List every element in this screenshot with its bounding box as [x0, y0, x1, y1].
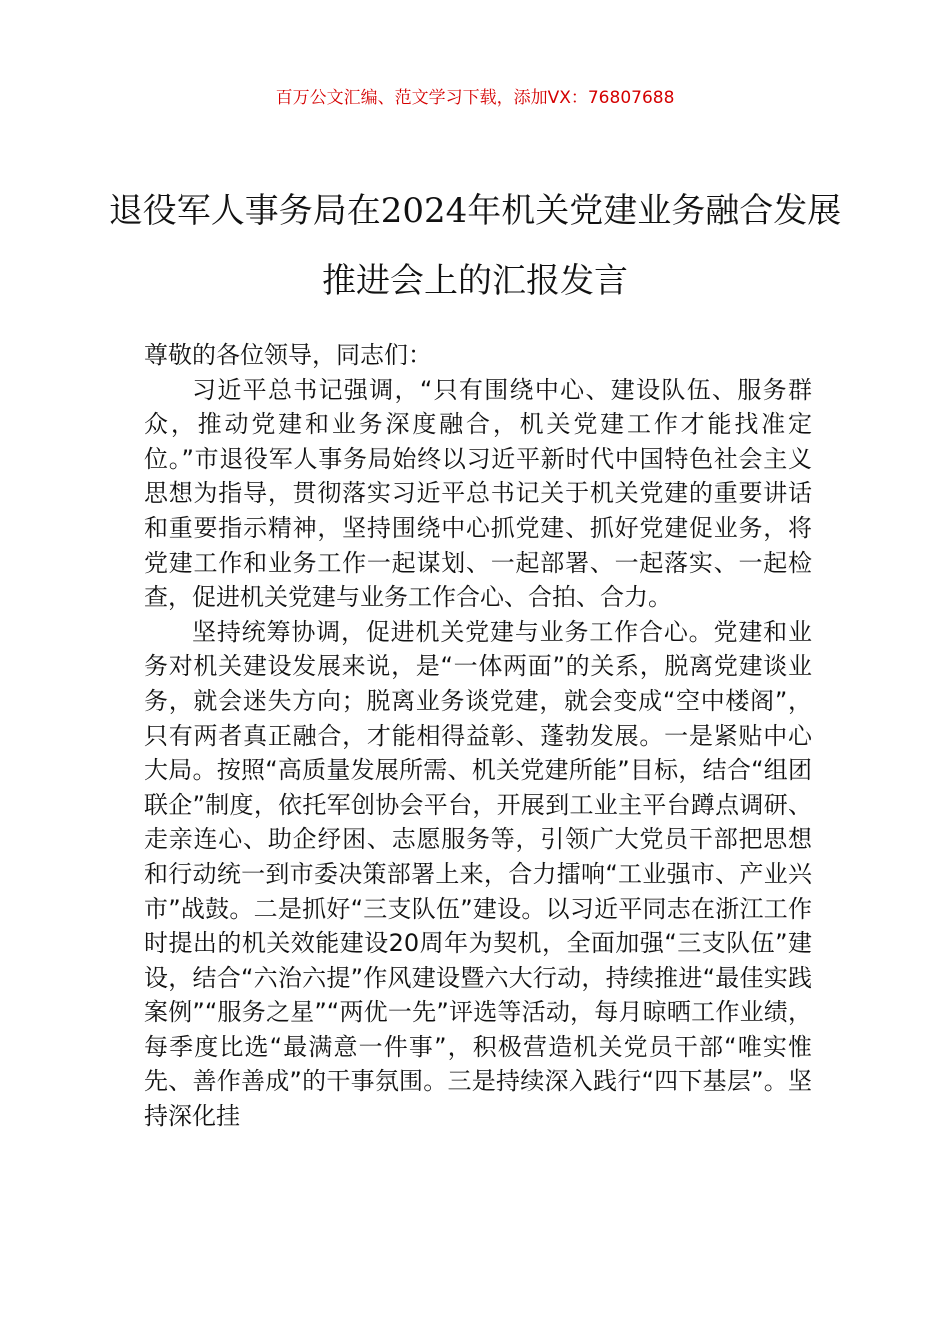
document-body [144, 338, 812, 1134]
paragraph-1: 习近平总书记强调，“只有围绕中心、建设队伍、服务群众，推动党建和业务深度融合，机关党建工作才能找准定位。”市退役军人事务局始终以习近平新时代中国特色社会主义思想为指导，贯彻落实习近平总书记关于机关党建的重要讲话和重要指示精神，坚持围绕中心抓党建、抓好党建促业务，将党建工作和业务工作一起谋划、一起部署、一起落实、一起检查，促进机关党建与业务工作合心、合拍、合力。 [144, 375, 812, 612]
document-title: 退役军人事务局在2024年机关党建业务融合发展推进会上的汇报发言 [108, 191, 842, 301]
header-note: 百万公文汇编、范文学习下载，添加VX：76807688 [275, 88, 675, 108]
salutation: 尊敬的各位领导，同志们： [144, 341, 432, 369]
paragraph-2: 坚持统筹协调，促进机关党建与业务工作合心。党建和业务对机关建设发展来说，是“一体两面”的关系，脱离党建谈业务，就会迷失方向；脱离业务谈党建，就会变成“空中楼阁”，只有两者真正融合，才能相得益彰、蓬勃发展。一是紧贴中心大局。按照“高质量发展所需、机关党建所能”目标，结合“组团联企”制度，依托军创协会平台，开展到工业主平台蹲点调研、走亲连心、助企纾困、志愿服务等，引领广大党员干部把思想和行动统一到市委决策部署上来，合力擂响“工业强市、产业兴市”战鼓。二是抓好“三支队伍”建设。以习近平同志在浙江工作时提出的机关效能建设20周年为契机，全面加强“三支队伍”建设，结合“六治六提”作风建设暨六大行动，持续推进“最佳实践案例”“服务之星”“两优一先”评选等活动，每月晾晒工作业绩，每季度比选“最满意一件事”，积极营造机关党员干部“唯实惟先、善作善成”的干事氛围。三是持续深入践行“四下基层”。坚持深化挂 [144, 617, 812, 1131]
